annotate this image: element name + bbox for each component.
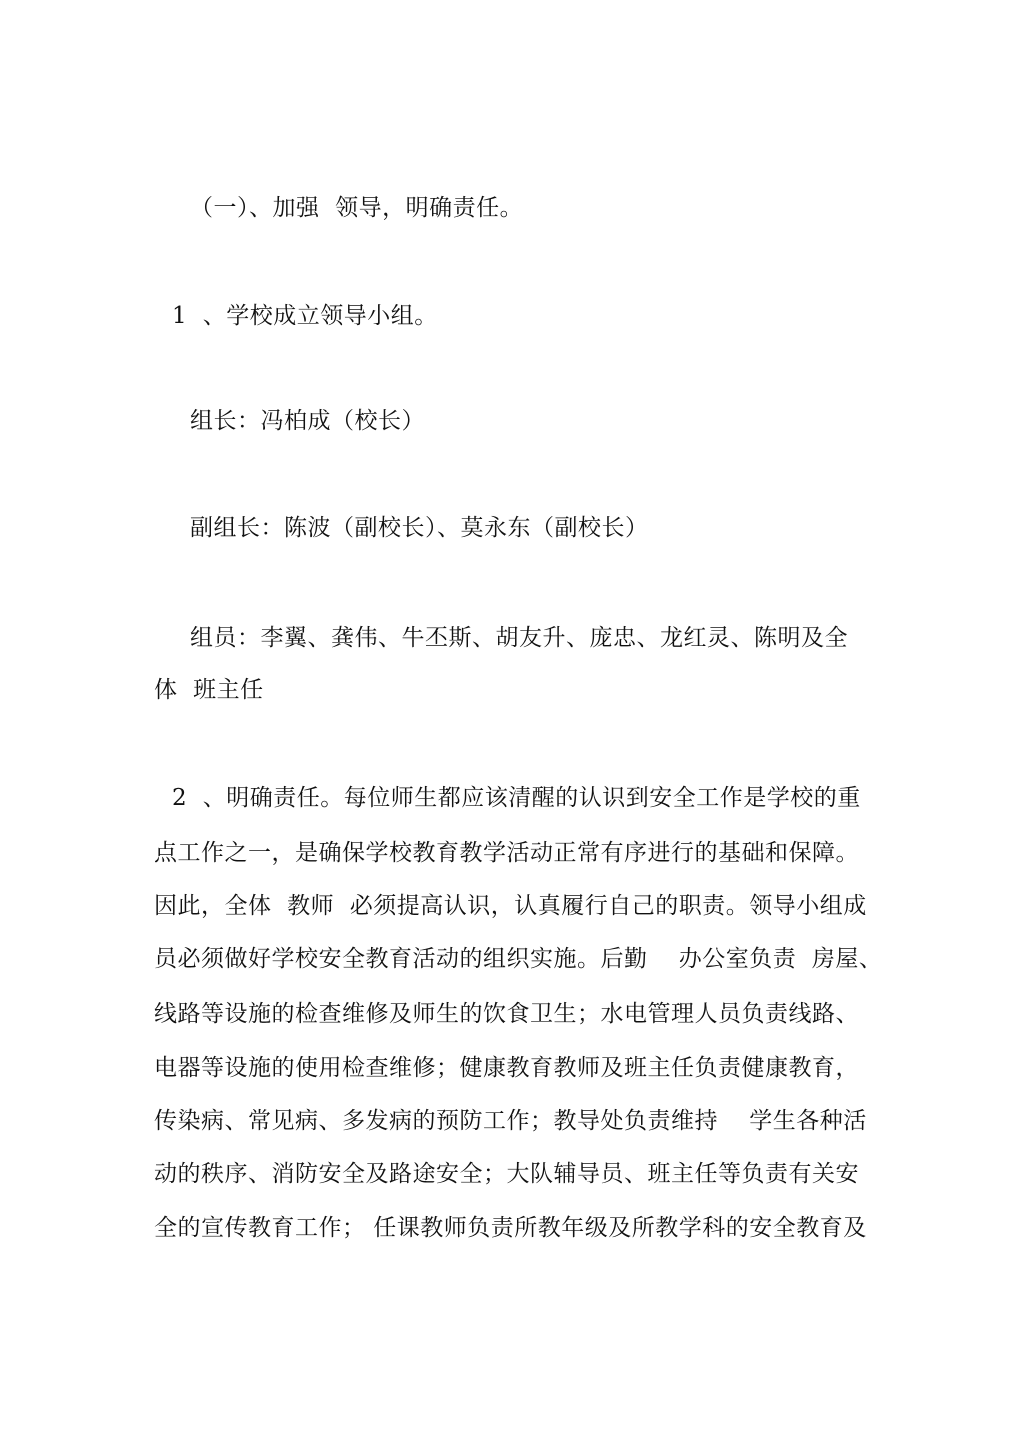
item2-line-6: 电器等设施的使用检查维修；健康教育教师及班主任负责健康教育，	[154, 1055, 859, 1081]
leader-line: 组长：冯柏成（校长）	[190, 408, 425, 434]
item2-line-4: 员必须做好学校安全教育活动的组织实施。后勤 办公室负责 房屋、	[154, 946, 883, 972]
item2-line-3: 因此，全体 教师 必须提高认识，认真履行自己的职责。领导小组成	[154, 893, 867, 919]
item2-line-5: 线路等设施的检查维修及师生的饮食卫生；水电管理人员负责线路、	[154, 1001, 859, 1027]
item2-line-7: 传染病、常见病、多发病的预防工作；教导处负责维持 学生各种活	[154, 1108, 867, 1134]
item2-line-2: 点工作之一，是确保学校教育教学活动正常有序进行的基础和保障。	[154, 840, 859, 866]
members-line-2: 体 班主任	[154, 677, 264, 703]
section-heading: （一）、加强 领导，明确责任。	[190, 195, 524, 221]
item2-line-1: 2 、明确责任。每位师生都应该清醒的认识到安全工作是学校的重	[172, 785, 861, 811]
item2-line-8: 动的秩序、消防安全及路途安全；大队辅导员、班主任等负责有关安	[154, 1161, 859, 1187]
item2-line-9: 全的宣传教育工作； 任课教师负责所教年级及所教学科的安全教育及	[154, 1215, 867, 1241]
deputy-leaders-line: 副组长：陈波（副校长）、莫永东（副校长）	[190, 515, 649, 541]
members-line-1: 组员：李翼、龚伟、牛丕斯、胡友升、庞忠、龙红灵、陈明及全	[190, 625, 848, 651]
item1-heading: 1 、学校成立领导小组。	[172, 303, 438, 329]
